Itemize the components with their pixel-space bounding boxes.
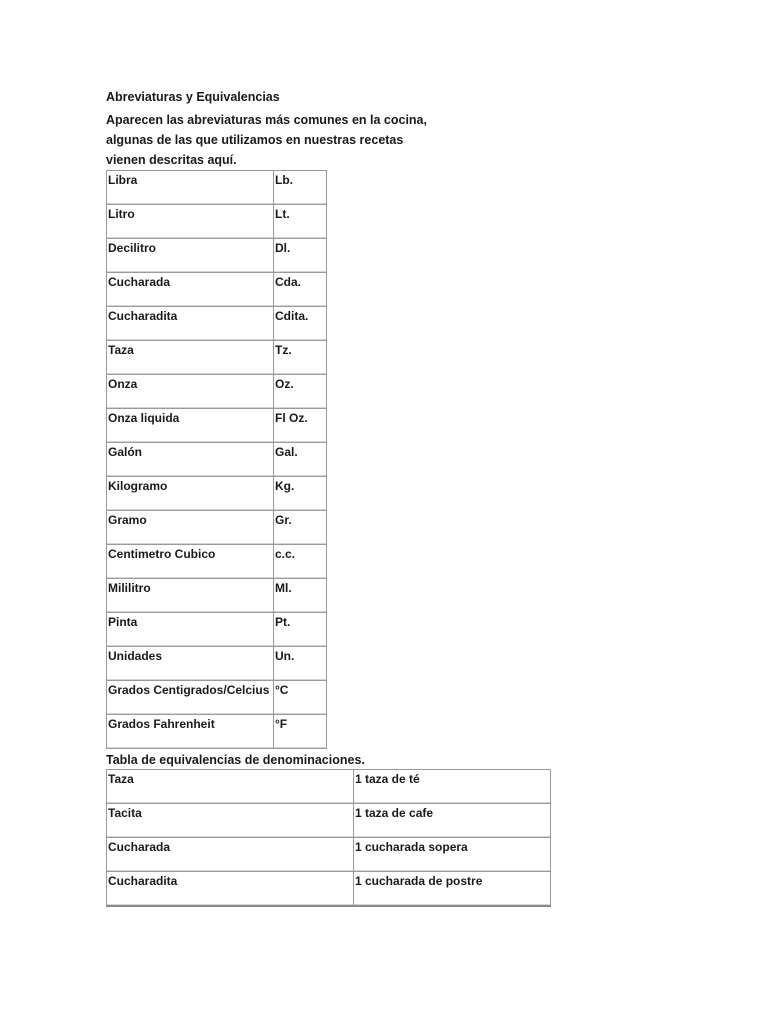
term-cell: Tacita bbox=[107, 804, 354, 838]
value-cell: Lt. bbox=[274, 205, 327, 239]
value-cell: Kg. bbox=[274, 477, 327, 511]
table-row bbox=[107, 273, 327, 307]
table-row bbox=[107, 804, 551, 838]
value-cell: Cdita. bbox=[274, 307, 327, 341]
term-cell: Unidades bbox=[107, 647, 274, 681]
table-row bbox=[107, 205, 327, 239]
term-cell: Onza bbox=[107, 375, 274, 409]
abbreviations-table bbox=[106, 170, 327, 749]
term-cell: Taza bbox=[107, 770, 354, 804]
term-cell: Cucharada bbox=[107, 838, 354, 872]
table-row bbox=[107, 341, 327, 375]
term-cell: Grados Fahrenheit bbox=[107, 715, 274, 749]
value-cell: °C bbox=[274, 681, 327, 715]
value-cell: Cda. bbox=[274, 273, 327, 307]
table-row bbox=[107, 838, 551, 872]
equivalences-table bbox=[106, 769, 551, 907]
term-cell: Taza bbox=[107, 341, 274, 375]
value-cell: Pt. bbox=[274, 613, 327, 647]
term-cell: Cucharada bbox=[107, 273, 274, 307]
value-cell: Lb. bbox=[274, 171, 327, 205]
value-cell: 1 cucharada de postre bbox=[354, 872, 551, 907]
term-cell: Kilogramo bbox=[107, 477, 274, 511]
value-cell: c.c. bbox=[274, 545, 327, 579]
value-cell: Dl. bbox=[274, 239, 327, 273]
table-row bbox=[107, 375, 327, 409]
table-row bbox=[107, 715, 327, 749]
term-cell: Litro bbox=[107, 205, 274, 239]
value-cell: 1 cucharada sopera bbox=[354, 838, 551, 872]
term-cell: Pinta bbox=[107, 613, 274, 647]
table-row bbox=[107, 511, 327, 545]
table-row bbox=[107, 613, 327, 647]
term-cell: Cucharadita bbox=[107, 872, 354, 907]
term-cell: Cucharadita bbox=[107, 307, 274, 341]
table-row bbox=[107, 409, 327, 443]
term-cell: Onza liquida bbox=[107, 409, 274, 443]
term-cell: Decilitro bbox=[107, 239, 274, 273]
table-row bbox=[107, 477, 327, 511]
table-row bbox=[107, 545, 327, 579]
value-cell: 1 taza de té bbox=[354, 770, 551, 804]
value-cell: Tz. bbox=[274, 341, 327, 375]
table-row bbox=[107, 872, 551, 907]
value-cell: Oz. bbox=[274, 375, 327, 409]
table-row bbox=[107, 443, 327, 477]
equivalences-caption: Tabla de equivalencias de denominaciones. bbox=[106, 753, 365, 767]
term-cell: Mililitro bbox=[107, 579, 274, 613]
table-row bbox=[107, 239, 327, 273]
term-cell: Grados Centigrados/Celcius bbox=[107, 681, 274, 715]
term-cell: Centimetro Cubico bbox=[107, 545, 274, 579]
intro-paragraph: Aparecen las abreviaturas más comunes en la cocina, algunas de las que utilizamos en nuestras recetas vienen descritas aquí. bbox=[106, 113, 427, 167]
value-cell: Fl Oz. bbox=[274, 409, 327, 443]
term-cell: Galón bbox=[107, 443, 274, 477]
value-cell: Un. bbox=[274, 647, 327, 681]
table-row bbox=[107, 681, 327, 715]
table-row bbox=[107, 647, 327, 681]
value-cell: Gal. bbox=[274, 443, 327, 477]
value-cell: °F bbox=[274, 715, 327, 749]
table-row bbox=[107, 579, 327, 613]
term-cell: Libra bbox=[107, 171, 274, 205]
value-cell: 1 taza de cafe bbox=[354, 804, 551, 838]
term-cell: Gramo bbox=[107, 511, 274, 545]
value-cell: Gr. bbox=[274, 511, 327, 545]
table-row bbox=[107, 307, 327, 341]
document-title: Abreviaturas y Equivalencias bbox=[106, 90, 280, 104]
value-cell: Ml. bbox=[274, 579, 327, 613]
document-page bbox=[106, 88, 666, 907]
table-row bbox=[107, 770, 551, 804]
table-row bbox=[107, 171, 327, 205]
